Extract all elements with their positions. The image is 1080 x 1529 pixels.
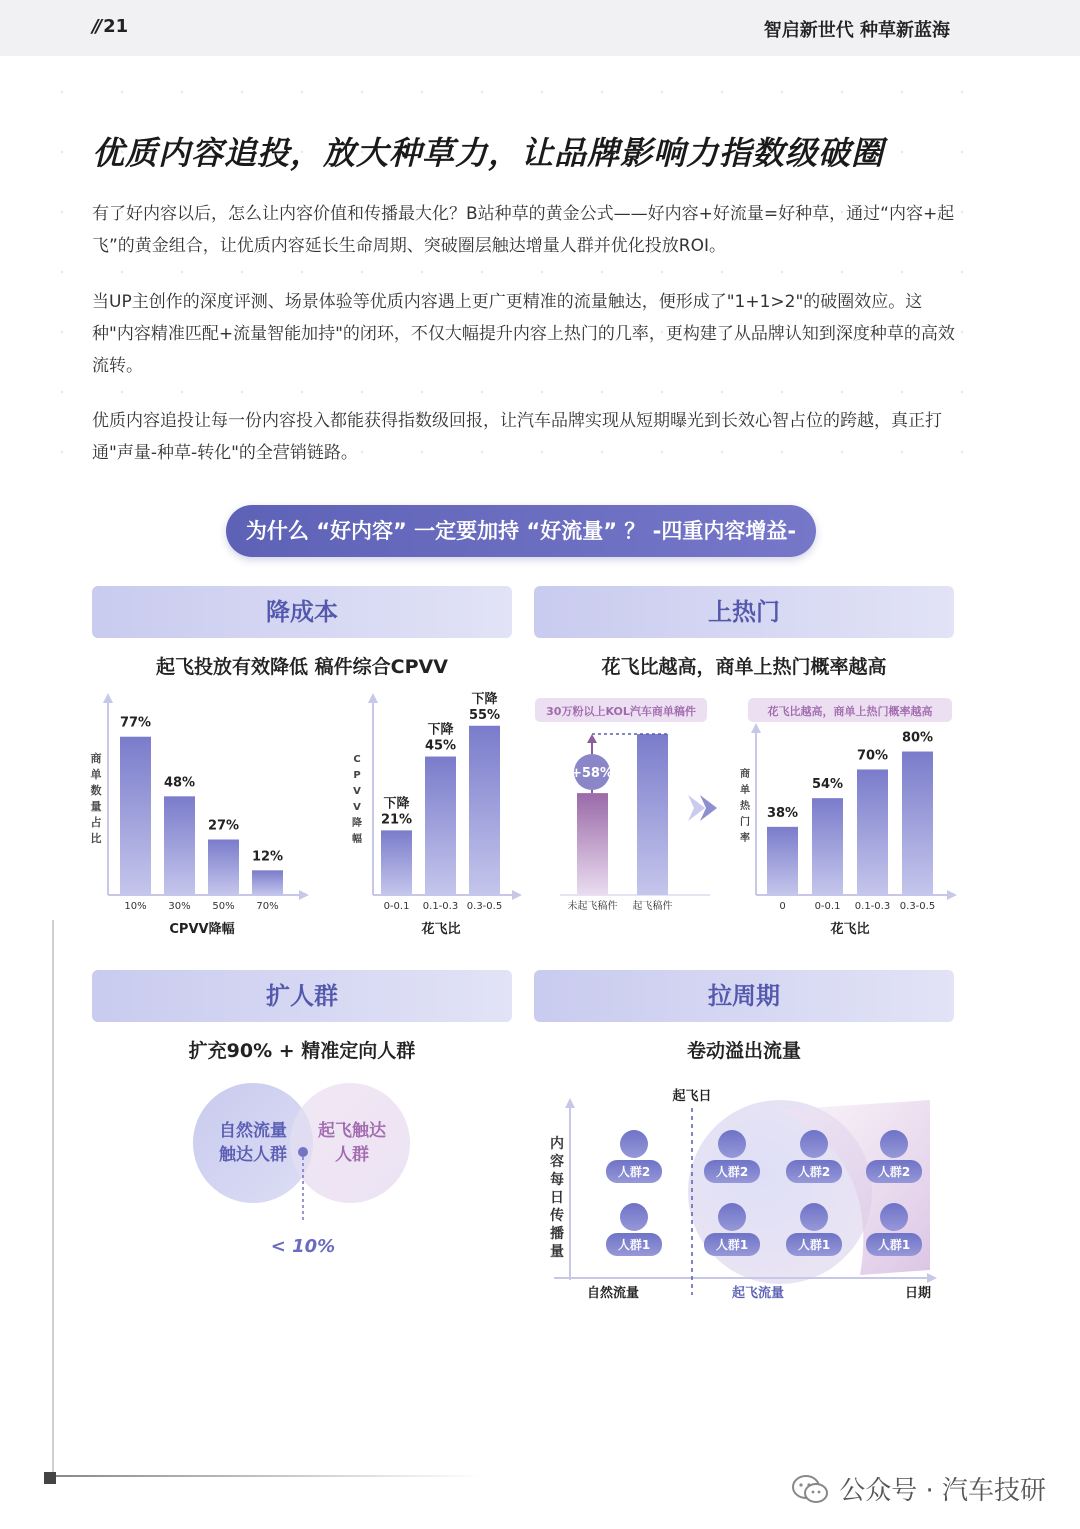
chart-hot-rate bbox=[732, 690, 962, 940]
x-tick-label: 50% bbox=[212, 901, 235, 912]
section-title-hot: 上热门 bbox=[534, 586, 954, 638]
header-bar bbox=[0, 0, 1080, 56]
x-tick-label: 0 bbox=[779, 901, 786, 912]
bar-value-label: 80% bbox=[901, 730, 934, 746]
venn-left-label-1: 自然流量 bbox=[219, 1121, 287, 1141]
ylabel-char: 容 bbox=[550, 1154, 564, 1170]
bar-0.3-0.5 bbox=[469, 726, 500, 895]
bar-value-label: 下降 bbox=[383, 796, 410, 812]
header-title: 智启新世代 种草新蓝海 bbox=[763, 20, 950, 41]
x-axis-label: CPVV降幅 bbox=[169, 922, 235, 937]
period-ylabel bbox=[549, 1135, 564, 1260]
person-head-icon bbox=[880, 1203, 908, 1231]
watermark-text: 公众号 · 汽车技研 bbox=[839, 1476, 1046, 1506]
ylabel-char: V bbox=[353, 802, 361, 813]
venn-overlap-label: < 10% bbox=[270, 1236, 336, 1257]
ylabel-char: 比 bbox=[90, 832, 102, 845]
section-banner: 为什么 “好内容” 一定要加持 “好流量” ？ -四重内容增益- bbox=[226, 505, 816, 557]
ylabel-char: 占 bbox=[90, 816, 102, 829]
crowd-label: 人群1 bbox=[715, 1238, 749, 1252]
ylabel-char: 播 bbox=[550, 1226, 564, 1242]
ylabel-char: 降 bbox=[352, 818, 362, 829]
x-tick-label: 0.3-0.5 bbox=[899, 901, 936, 912]
bar-0.3-0.5 bbox=[902, 752, 933, 895]
kol-title-text: 30万粉以上KOL汽车商单稿件 bbox=[546, 705, 696, 718]
subtitle-crowd: 扩充90% + 精准定向人群 bbox=[188, 1040, 416, 1062]
ylabel-char: 单 bbox=[740, 785, 750, 796]
crowd-label: 人群2 bbox=[877, 1165, 911, 1179]
ylabel-char: 商 bbox=[90, 752, 102, 765]
ylabel-char: 门 bbox=[740, 817, 750, 828]
subtitle-period: 卷动溢出流量 bbox=[686, 1040, 801, 1062]
ylabel-char: 每 bbox=[550, 1172, 564, 1188]
bar-value-label: 下降 bbox=[471, 691, 498, 707]
person-head-icon bbox=[718, 1130, 746, 1158]
crowd-label: 人群1 bbox=[877, 1238, 911, 1252]
venn-right-label-1: 起飞触达 bbox=[318, 1121, 386, 1141]
x-tick-label: 0-0.1 bbox=[383, 901, 410, 912]
venn-right-label-2: 人群 bbox=[335, 1145, 369, 1165]
x-label-boost: 起飞流量 bbox=[731, 1286, 785, 1301]
paragraph-3: 优质内容追投让每一份内容投入都能获得指数级回报，让汽车品牌实现从短期曝光到长效心智占位的跨越，真正打通"声量-种草-转化"的全营销链路。 bbox=[92, 411, 942, 463]
crowd-label: 人群2 bbox=[797, 1165, 831, 1179]
crowd-label: 人群1 bbox=[797, 1238, 831, 1252]
ylabel-char: 幅 bbox=[352, 834, 362, 845]
person-head-icon bbox=[620, 1203, 648, 1231]
x-tick-label: 起飞稿件 bbox=[632, 901, 673, 912]
launch-day-label: 起飞日 bbox=[672, 1089, 712, 1104]
bar-0-0.1 bbox=[381, 830, 412, 895]
crowd-label: 人群2 bbox=[715, 1165, 749, 1179]
person-head-icon bbox=[800, 1130, 828, 1158]
person-head-icon bbox=[880, 1130, 908, 1158]
person-head-icon bbox=[800, 1203, 828, 1231]
bar-50% bbox=[208, 840, 239, 896]
chart-kol-comparison bbox=[530, 690, 730, 920]
bar-起飞稿件 bbox=[637, 734, 668, 895]
bar-30% bbox=[164, 796, 195, 895]
person-head-icon bbox=[718, 1203, 746, 1231]
bar-value-label: 77% bbox=[119, 715, 152, 731]
venn-left-label-2: 触达人群 bbox=[219, 1145, 287, 1165]
ylabel-char: 热 bbox=[740, 801, 750, 812]
subtitle-cost: 起飞投放有效降低 稿件综合CPVV bbox=[156, 656, 448, 678]
page-number: // 21 bbox=[92, 16, 129, 37]
period-chart bbox=[540, 1080, 950, 1310]
bar-value-label: 12% bbox=[251, 849, 284, 865]
ylabel-char: 量 bbox=[550, 1244, 564, 1260]
hot-title-text: 花飞比越高，商单上热门概率越高 bbox=[767, 705, 933, 718]
bar-value-label: 48% bbox=[163, 775, 196, 791]
venn-diagram bbox=[180, 1080, 430, 1270]
chart-cpvv-drop bbox=[345, 690, 525, 940]
wechat-icon bbox=[791, 1474, 829, 1504]
bar-value-label: 27% bbox=[207, 818, 240, 834]
x-axis-label: 花飞比 bbox=[830, 922, 870, 937]
footer-horizontal-line bbox=[52, 1475, 482, 1477]
crowd-label: 人群2 bbox=[617, 1165, 651, 1179]
x-tick-label: 0.1-0.3 bbox=[854, 901, 891, 912]
paragraph-1: 有了好内容以后，怎么让内容价值和传播最大化？B站种草的黄金公式——好内容+好流量=好种草，通过“内容+起飞”的黄金组合，让优质内容延长生命周期、突破圈层触达增量人群并优化投放ROI。 bbox=[92, 204, 955, 256]
footer-square bbox=[44, 1472, 56, 1484]
x-tick-label: 未起飞稿件 bbox=[567, 901, 618, 912]
ylabel-char: 率 bbox=[740, 833, 750, 844]
ylabel-char: 内 bbox=[550, 1136, 564, 1152]
ylabel-char: 传 bbox=[550, 1208, 564, 1224]
ylabel-char: 数 bbox=[90, 784, 102, 797]
bar-value-label: 38% bbox=[766, 805, 799, 821]
section-title-crowd: 扩人群 bbox=[92, 970, 512, 1022]
bar-未起飞稿件 bbox=[577, 793, 608, 895]
x-tick-label: 70% bbox=[256, 901, 279, 912]
chart-cost-share bbox=[80, 690, 320, 940]
section-title-cost: 降成本 bbox=[92, 586, 512, 638]
person-head-icon bbox=[620, 1130, 648, 1158]
watermark bbox=[791, 1470, 1046, 1507]
ylabel-char: V bbox=[353, 786, 361, 797]
bar-value-label: 55% bbox=[468, 707, 501, 723]
crowd-label: 人群1 bbox=[617, 1238, 651, 1252]
x-tick-label: 0-0.1 bbox=[814, 901, 841, 912]
bar-70% bbox=[252, 870, 283, 895]
bar-value-label: 21% bbox=[380, 812, 413, 828]
ylabel-char: P bbox=[353, 770, 361, 781]
ylabel-char: 日 bbox=[550, 1190, 564, 1206]
section-title-period: 拉周期 bbox=[534, 970, 954, 1022]
x-tick-label: 0.1-0.3 bbox=[422, 901, 459, 912]
footer-vertical-line bbox=[52, 920, 54, 1480]
x-tick-label: 30% bbox=[168, 901, 191, 912]
bar-0 bbox=[767, 827, 798, 895]
bar-value-label: 70% bbox=[856, 748, 889, 764]
bar-0.1-0.3 bbox=[857, 769, 888, 895]
bar-10% bbox=[120, 737, 151, 895]
bar-0-0.1 bbox=[812, 798, 843, 895]
growth-badge-label: +58% bbox=[570, 766, 614, 781]
ylabel-char: 量 bbox=[90, 800, 102, 813]
bar-value-label: 54% bbox=[811, 777, 844, 793]
subtitle-hot: 花飞比越高，商单上热门概率越高 bbox=[601, 656, 887, 678]
x-tick-label: 10% bbox=[124, 901, 147, 912]
bar-0.1-0.3 bbox=[425, 757, 456, 895]
x-label-natural: 自然流量 bbox=[586, 1286, 640, 1301]
bar-value-label: 45% bbox=[424, 738, 457, 754]
paragraph-2: 当UP主创作的深度评测、场景体验等优质内容遇上更广更精准的流量触达，便形成了"1+1>2"的破圈效应。这种"内容精准匹配+流量智能加持"的闭环，不仅大幅提升内容上热门的几率，更构建了从品牌认知到深度种草的高效流转。 bbox=[92, 292, 955, 376]
bar-value-label: 下降 bbox=[427, 722, 454, 738]
x-tick-label: 0.3-0.5 bbox=[466, 901, 503, 912]
ylabel-char: 单 bbox=[90, 768, 102, 781]
page-heading: 优质内容追投，放大种草力，让品牌影响力指数级破圈 bbox=[92, 134, 885, 172]
ylabel-char: C bbox=[353, 754, 361, 765]
x-label-date: 日期 bbox=[904, 1286, 932, 1301]
ylabel-char: 商 bbox=[740, 769, 750, 780]
x-axis-label: 花飞比 bbox=[421, 922, 461, 937]
